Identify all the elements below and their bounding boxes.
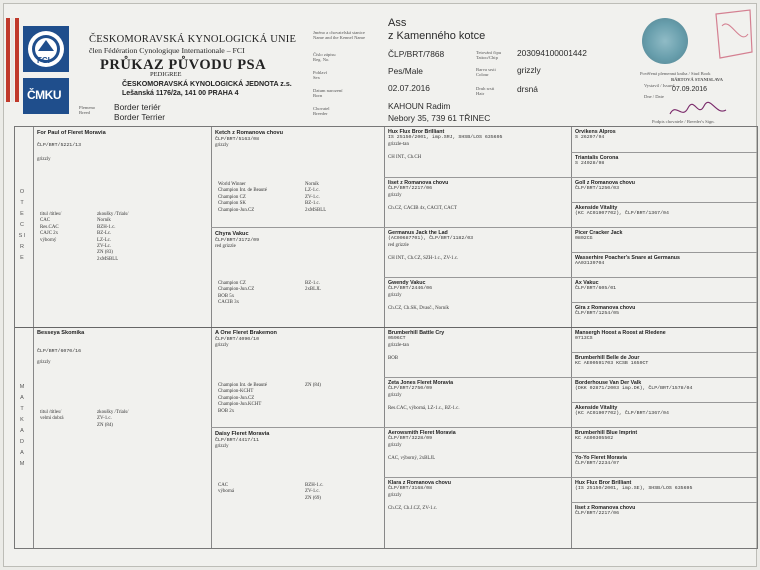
gen3-cell: Brumberhill Battle Cry 0596CT grizzle-tan BOB [388,330,445,362]
official-stamp [642,18,688,64]
dog-hair: drsná [517,84,538,94]
sire-colour: grizzly [37,157,51,163]
gen4-cell: Picer Cracker Jack 0802CG [575,230,623,242]
dog-dob: 02.07.2016 [388,83,430,93]
sire-cell [37,130,209,325]
red-stamp-mark [710,6,756,62]
gen4-cell: Triantalis Corona S 24028/98 [575,155,619,167]
org-name: ČESKOMORAVSKÁ KYNOLOGICKÁ UNIE [89,34,297,45]
grandparent-cell: Chyra Vakuc ČLP/BRT/3172/09 red grizzle Champion CZ Champion-Jun.CZ BOB 5x CACIB 3x BZ-1.c. 2xBLJL [215,231,322,306]
dam-colour: grizzly [37,360,51,366]
dog-name-line2: z Kamenného kotce [388,30,486,42]
fci-logo-text: FCI [37,56,50,65]
dog-name-line1: Ass [388,17,407,29]
gen3-cell: Aerowsmith Fleret Moravia ČLP/BRT/3228/09 grizzly CAC, výborný, 2xBLJL [388,430,456,462]
gen3-cell: Gwendy Vakuc ČLP/BRT/2446/06 grizzly Ch.CZ, Ch.SK, Dvasč., Norník [388,280,449,312]
grandparent-cell: A One Fleret Brakemon ČLP/BRT/4090/10 grizzly Champion Int. de Beauté Champion-KCHT Champion-Jun.CZ Champion-Jun.KCHT BOB 2x ZN (84) [215,330,321,414]
club-address: Lešanská 1176/2a, 141 00 PRAHA 4 [122,90,239,97]
grandparent-cell: Ketch z Romanova chovu ČLP/BRT/5163/08 grizzly World Winner Champion Int. de Beauté Champion CZ Champion SK Champion-Jun.CZ Norník LZ-1.c. ZV-1.c. BZ-1.c. 2xMSBLL [215,130,327,213]
grandparent-name: Daisy Fleret Moravia [215,431,270,437]
gen4-cell: Ax Vakuc ČLP/BRT/605/01 [575,280,617,292]
reg-label: Číslo zápisu Reg. No. [313,52,336,62]
dam-cell [37,330,209,548]
sire-reg: ČLP/BRT/5221/13 [37,143,82,148]
sire-trials: zkoušky /Trials/ Norník BZH-1.c. BZ-Lc. LZ-Lc. ZV-Lc. ZN (83) 2xMSBLL [97,212,129,262]
cmku-logo-text: ČMKU [27,88,61,102]
gen3-cell: Hux Flux Bror Brilliant IS 25150/2001, imp.SRJ, SHSB/LOS 635695 grizzle-tan CH INT., Ch.CH [388,129,503,161]
tattoo-label: Tetování čipu Tattoo/Chip [476,50,502,60]
gen3-cell: Iiset z Romanova chovu ČLP/BRT/2217/06 grizzly Ch.CZ, CACIB 4x, CACIT, CACT [388,180,457,212]
pedigree-table [14,126,758,549]
dam-titles: titul /titles/ velmi dobrá [40,410,64,422]
sex-label: Pohlaví Sex [313,70,328,80]
gen4-cell: Akenside Vitality (KC AC01907702), ČLP/BRT/1367/04 [575,205,669,217]
dog-reg-no: ČLP/BRT/7868 [388,49,445,59]
breed-cz: Border teriér [114,102,161,112]
gen4-cell: Wasserhire Poacher's Snare at Germanus AA03139704 [575,255,680,267]
sire-name: For Paul of Fleret Moravia [37,130,106,136]
grandparent-name: Chyra Vakuc [215,231,249,237]
gen3-cell: Klara z Romanova chovu ČLP/BRT/3168/08 grizzly Ch.CZ, Ch.J.CZ, ZV-1.c. [388,480,451,512]
dam-side-label: M A T K A D A M [19,384,25,467]
breed-en: Border Terrier [114,112,166,122]
dam-name: Besseya Skomika [37,330,85,336]
grandparent-name: Ketch z Romanova chovu [215,130,284,136]
gen3-cell: Germanus Jack the Lad (AC00687701), ČLP/BRT/1182/03 red grizzle CH INT., Ch.CZ, SZH-1.c., ZV-1.c. [388,230,474,262]
gen4-cell: Brumberhill Belle de Jour KC AE00591703 KCSB 1659CT [575,355,649,367]
document-subtitle: PEDIGREE [150,71,182,78]
dam-trials: zkoušky /Trials/ ZV-1.c. ZN (84) [97,410,129,428]
gen4-cell: Mansergh Hoost a Roost at Rledene 0713CS [575,330,666,342]
grandparent-cell: Daisy Fleret Moravia ČLP/BRT/4417/11 grizzly CAC výborná BZH-1.c. ZV-1.c. ZN (69) [215,431,324,501]
stud-book-label: Pověřená plemenná kniha / Stud Book [640,71,711,76]
cmku-logo [23,78,69,114]
dam-reg: ČLP/BRT/6070/16 [37,349,82,354]
breeder-name: KAHOUN Radim [388,101,451,111]
breed-label: Plemeno Breed [79,105,96,115]
name-label: Jméno a chovatelská stanice Name and the Kennel Name [313,30,366,40]
issue-date: 07.09.2016 [672,86,708,93]
gen4-cell: Borderhouse Van Der Valk (DKK 02871/2003 imp.DK), ČLP/BRT/1578/04 [575,380,693,392]
dog-colour: grizzly [517,65,541,75]
colour-label: Barva srsti Colour [476,67,496,77]
chip-number: 203094100001442 [517,48,587,58]
sire-side-label: O T E C S I R E [18,189,26,261]
org-member: člen Fédération Cynologique Internationale – FCI [89,46,245,55]
stud-book-name: BÁRTOVÁ STANISLAVA [671,77,723,82]
issued-label: Vystavil / Issued [644,83,675,88]
hair-label: Druh srsti Hair [476,86,495,96]
dob-label: Datum narození Born [313,88,343,98]
gen4-cell: Iiset z Romanova chovu ČLP/BRT/2217/06 [575,505,636,517]
gen3-cell: Zeta Jones Fleret Moravia ČLP/BRT/2750/09 grizzly Res.CAC, výborná, LZ-1.c., BZ-1.c. [388,380,460,412]
gen4-cell: Goll z Romanova chovu ČLP/BRT/1250/03 [575,180,636,192]
gen4-cell: Hux Flux Bror Brilliant (IS 25150/2001, imp.SE), SHSB/LOS 635695 [575,480,693,492]
breeder-sign-label: Podpis chovatele / Breeder's Sign. [652,119,715,124]
dog-sex: Pes/Male [388,66,423,76]
pedigree-document [3,3,757,567]
gen4-cell: Örvikens Alpros S 26297/94 [575,129,616,141]
gen4-cell: Akenside Vitality (KC AC01907702), ČLP/BRT/1367/04 [575,405,669,417]
club-name: ČESKOMORAVSKÁ KYNOLOGICKÁ JEDNOTA z.s. [122,80,292,88]
breeder-address: Nebory 35, 739 61 TŘINEC [388,113,491,123]
document-title: PRŮKAZ PŮVODU PSA [100,57,267,73]
gen4-cell: Gira z Romanova chovu ČLP/BRT/1254/05 [575,305,636,317]
sire-titles: titul /titles/ CAC Res.CAC CAJC 2x výborný [40,212,62,243]
gen4-cell: Brumberhill Blue Imprint KC AG00305502 [575,430,638,442]
date-label: Dne / Date [644,94,664,99]
gen4-cell: Yo-Yo Fleret Moravia ČLP/BRT/2234/07 [575,455,627,467]
fci-logo [23,26,69,72]
grandparent-name: A One Fleret Brakemon [215,330,277,336]
breeder-label: Chovatel Breeder [313,106,330,116]
